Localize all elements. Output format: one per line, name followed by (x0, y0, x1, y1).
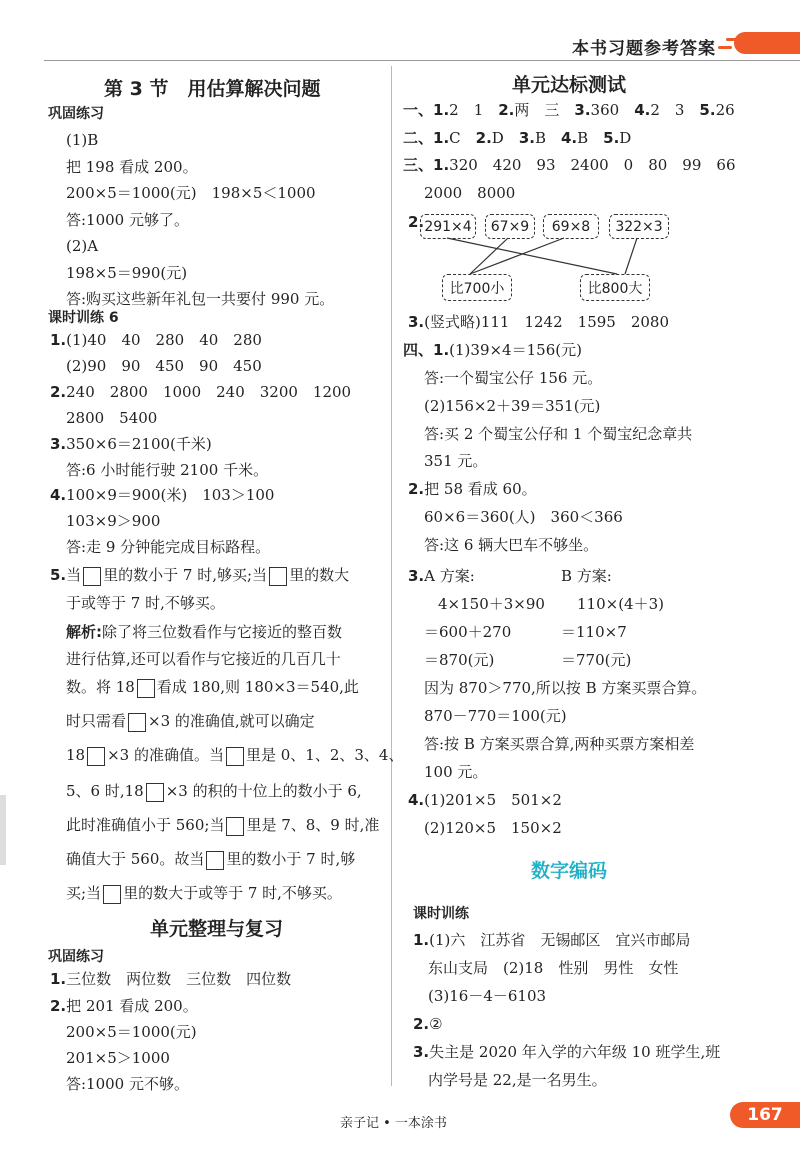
answer-line: 东山支局 (2)18 性别 男性 女性 (428, 959, 679, 977)
analysis-line: 确值大于 560。故当 里的数小于 7 时,够 (66, 850, 356, 868)
answer-line: (3)16－4－6103 (428, 987, 547, 1005)
answer-line: 60×6＝360(人) 360＜366 (424, 508, 623, 526)
subsection-title: 巩固练习 (48, 106, 104, 122)
answer-line: 答:一个蜀宝公仔 156 元。 (424, 369, 603, 387)
answer-line: 2.② (413, 1015, 443, 1033)
answer-line: 110×(4＋3) (577, 595, 664, 613)
section-title: 单元达标测试 (512, 74, 627, 96)
answer-line: 198×5＝990(元) (66, 264, 188, 282)
analysis-line: 5、6 时,18 ×3 的积的十位上的数小于 6, (66, 782, 362, 800)
blank-box (83, 567, 101, 586)
blank-box (146, 783, 164, 802)
answer-line: 351 元。 (424, 452, 488, 470)
answer-line: 答:按 B 方案买票合算,两种买票方案相差 (424, 735, 695, 753)
answer-line: 1.(1)40 40 280 40 280 (50, 331, 262, 349)
answer-line: 2.把 201 看成 200。 (50, 997, 198, 1015)
column-divider (391, 66, 392, 1086)
subsection-title: 巩固练习 (48, 949, 104, 965)
answer-line: (2)A (66, 237, 99, 255)
answer-line: ＝110×7 (561, 623, 627, 641)
section-title: 数字编码 (531, 860, 608, 882)
answer-line: 2. (408, 213, 425, 231)
answer-line: 于或等于 7 时,不够买。 (66, 594, 225, 612)
answer-line: 870－770＝100(元) (424, 707, 567, 725)
answer-line: ＝600＋270 (424, 623, 512, 641)
answer-line: 4×150＋3×90 (438, 595, 545, 613)
answer-line: 2.240 2800 1000 240 3200 1200 (50, 383, 352, 401)
answer-line: 答:这 6 辆大巴车不够坐。 (424, 536, 599, 554)
answer-line: 一、1.2 1 2.两 三 3.360 4.2 3 5.26 (403, 101, 735, 119)
answer-line: 2800 5400 (66, 409, 158, 427)
analysis-line: 18 ×3 的准确值。当 里是 0、1、2、3、4、 (66, 746, 404, 764)
answer-line: (1)B (66, 131, 99, 149)
answer-line: 三、1.320 420 93 2400 0 80 99 66 (403, 156, 736, 174)
answer-line: 200×5＝1000(元) (66, 1023, 197, 1041)
answer-line: 1.(1)六 江苏省 无锡邮区 宜兴市邮局 (413, 931, 691, 949)
section-title: 第 3 节 用估算解决问题 (104, 78, 321, 100)
answer-line: 答:1000 元不够。 (66, 1075, 189, 1093)
footer-text: 亲子记 • 一本涂书 (340, 1116, 447, 1131)
answer-line: 答:购买这些新年礼包一共要付 990 元。 (66, 290, 335, 308)
section-title: 单元整理与复习 (150, 918, 284, 940)
expression-box: 67×9 (485, 214, 535, 239)
answer-line: (2)120×5 150×2 (424, 819, 562, 837)
blank-box (87, 747, 105, 766)
analysis-line: 解析:除了将三位数看作与它接近的整百数 (66, 623, 343, 641)
answer-line: (2)156×2＋39＝351(元) (424, 397, 601, 415)
answer-line: 3.失主是 2020 年入学的六年级 10 班学生,班 (413, 1043, 721, 1061)
answer-line: 4.100×9＝900(米) 103＞100 (50, 486, 275, 504)
answer-line: 201×5＞1000 (66, 1049, 170, 1067)
target-box: 比800大 (580, 274, 650, 301)
answer-line: 答:1000 元够了。 (66, 211, 189, 229)
answer-line: 3.A 方案: (408, 567, 475, 585)
answer-line: 二、1.C 2.D 3.B 4.B 5.D (403, 129, 632, 147)
answer-line: ＝870(元) (424, 651, 495, 669)
header-divider (44, 60, 800, 61)
answer-line: B 方案: (561, 567, 612, 585)
header-accent-bar (734, 32, 800, 54)
blank-box (103, 885, 121, 904)
answer-line: (2)90 90 450 90 450 (66, 357, 262, 375)
analysis-line: 买;当 里的数大于或等于 7 时,不够买。 (66, 884, 342, 902)
answer-line: 内学号是 22,是一名男生。 (428, 1071, 607, 1089)
answer-line: 100 元。 (424, 763, 488, 781)
analysis-line: 数。将 18 看成 180,则 180×3＝540,此 (66, 678, 359, 696)
page-edge-shadow (0, 795, 6, 865)
subsection-title: 课时训练 6 (48, 310, 119, 326)
answer-line: 把 198 看成 200。 (66, 158, 198, 176)
subsection-title: 课时训练 (413, 906, 469, 922)
answer-line: 2.把 58 看成 60。 (408, 480, 537, 498)
header-title: 本书习题参考答案 (572, 39, 716, 59)
header-accent-stroke (718, 46, 732, 49)
analysis-line: 此时准确值小于 560;当 里是 7、8、9 时,准 (66, 816, 380, 834)
expression-box: 69×8 (543, 214, 599, 239)
blank-box (226, 817, 244, 836)
target-box: 比700小 (442, 274, 512, 301)
answer-line: 答:走 9 分钟能完成目标路程。 (66, 538, 271, 556)
answer-line: 200×5＝1000(元) 198×5＜1000 (66, 184, 316, 202)
page-number: 167 (730, 1102, 800, 1128)
answer-line: 4.(1)201×5 501×2 (408, 791, 562, 809)
answer-line: 答:6 小时能行驶 2100 千米。 (66, 461, 269, 479)
answer-line: 因为 870＞770,所以按 B 方案买票合算。 (424, 679, 707, 697)
answer-line: 3.(竖式略)111 1242 1595 2080 (408, 313, 669, 331)
expression-box: 291×4 (420, 214, 476, 239)
expression-box: 322×3 (609, 214, 669, 239)
answer-line: ＝770(元) (561, 651, 632, 669)
blank-box (128, 713, 146, 732)
analysis-line: 时只需看 ×3 的准确值,就可以确定 (66, 712, 315, 730)
answer-line: 1.三位数 两位数 三位数 四位数 (50, 970, 292, 988)
answer-line: 3.350×6＝2100(千米) (50, 435, 212, 453)
answer-line: 5.当 里的数小于 7 时,够买;当 里的数大 (50, 566, 350, 584)
blank-box (269, 567, 287, 586)
answer-line: 答:买 2 个蜀宝公仔和 1 个蜀宝纪念章共 (424, 425, 693, 443)
answer-line: 四、1.(1)39×4＝156(元) (403, 341, 582, 359)
blank-box (226, 747, 244, 766)
blank-box (206, 851, 224, 870)
analysis-line: 进行估算,还可以看作与它接近的几百几十 (66, 650, 341, 668)
blank-box (137, 679, 155, 698)
answer-line: 103×9＞900 (66, 512, 161, 530)
answer-line: 2000 8000 (424, 184, 516, 202)
